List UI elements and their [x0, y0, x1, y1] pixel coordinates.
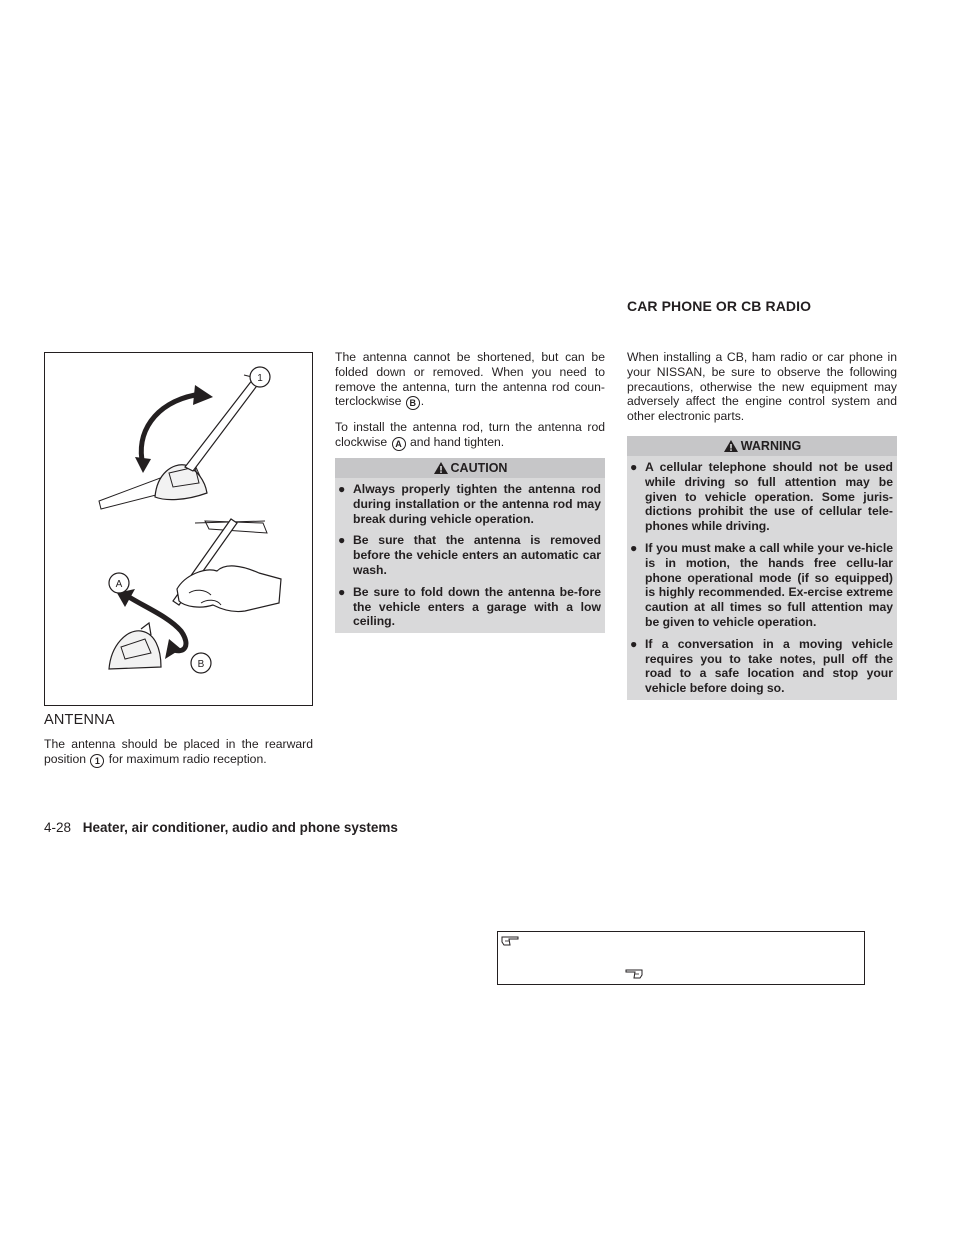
antenna-paragraph [44, 737, 313, 768]
chapter-title: Heater, air conditioner, audio and phone systems [82, 820, 398, 835]
pointing-hand-icon [500, 934, 520, 948]
warning-item [627, 637, 893, 696]
caution-title: CAUTION [450, 461, 508, 475]
install-text-before: To install the antenna rod, turn the antenna rod clockwise [335, 420, 605, 450]
caution-item [335, 533, 601, 577]
bullet: ● [338, 482, 346, 496]
middle-column [335, 350, 605, 461]
ref-a: A [392, 437, 406, 451]
warning-title: WARNING [740, 439, 802, 453]
warning-box [627, 436, 897, 700]
warning-item [627, 460, 893, 534]
warning-item-text: If you must make a call while your ve-hicle is in motion, the hands free cellu-lar phone operational mode (if so equipped) is highly recommended. Ex-ercise extreme caution at all times so full attention may be given to vehicle operation. [645, 540, 893, 629]
page-number: 4-28 [44, 820, 72, 835]
caution-item-text: Be sure to fold down the antenna be-fore the vehicle enters a garage with a low ceiling. [353, 584, 601, 629]
warning-item-text: A cellular telephone should not be used while driving so full attention may be given to vehicle operation. Some juris-dictions prohibit the use of cellular tele-phones while driving. [645, 460, 893, 534]
antenna-illustration [45, 353, 312, 705]
warning-list [627, 456, 897, 700]
caution-box [335, 458, 605, 633]
antenna-heading: ANTENNA [44, 712, 115, 728]
stamp-box [497, 931, 865, 985]
figure-label-b: B [197, 659, 205, 670]
car-phone-heading: CAR PHONE OR CB RADIO [627, 298, 812, 314]
bullet: ● [338, 584, 346, 599]
caution-item-text: Always properly tighten the antenna rod during installation or the antenna rod may break during vehicle operation. [353, 482, 601, 526]
car-phone-paragraph: When installing a CB, ham radio or car phone in your NISSAN, be sure to observe the following precautions, otherwise the new equipment may adversely affect the engine control system and other electronic parts. [627, 350, 897, 424]
warning-triangle-icon [433, 461, 449, 475]
caution-header [335, 458, 605, 478]
ref-position-1: 1 [90, 754, 104, 768]
caution-item-text: Be sure that the antenna is removed before the vehicle enters an automatic car wash. [353, 533, 601, 577]
bullet: ● [630, 460, 638, 474]
caution-item [335, 585, 601, 629]
figure-label-1: 1 [257, 373, 263, 384]
remove-text-before: The antenna cannot be shortened, but can be folded down or removed. When you need to remove the antenna, turn the antenna rod coun-terclockwise [335, 350, 605, 409]
ref-b: B [406, 396, 420, 410]
antenna-text-after: for maximum radio reception. [108, 751, 267, 766]
figure-label-a: A [115, 579, 123, 590]
caution-list [335, 478, 605, 633]
page-footer [44, 820, 398, 835]
right-column [627, 350, 897, 434]
remove-paragraph [335, 350, 605, 410]
caution-item [335, 482, 601, 526]
antenna-paragraph-block [44, 737, 313, 778]
antenna-figure [44, 352, 313, 706]
warning-header [627, 436, 897, 456]
warning-triangle-icon [723, 439, 739, 453]
bullet: ● [630, 540, 638, 555]
warning-item [627, 541, 893, 630]
antenna-text-before: The antenna should be placed in the rearward position [44, 737, 313, 766]
bullet: ● [338, 533, 346, 548]
install-text-after: and hand tighten. [409, 435, 505, 450]
remove-text-after: . [420, 394, 425, 409]
bullet: ● [630, 636, 638, 651]
pointing-hand-icon [624, 967, 644, 981]
warning-item-text: If a conversation in a moving vehicle requires you to take notes, pull off the road to a safe location and stop your vehicle before doing so. [645, 636, 893, 696]
install-paragraph [335, 420, 605, 451]
